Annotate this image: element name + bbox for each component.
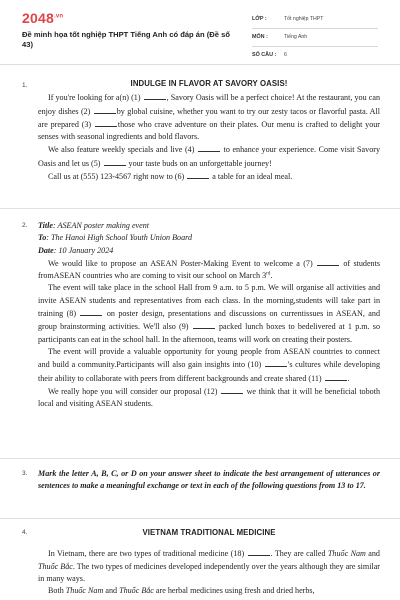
question-divider [0, 458, 400, 459]
meta-label: MÔN : [252, 34, 268, 40]
blank-6[interactable] [187, 170, 209, 179]
meta-value: Tiếng Anh [284, 34, 308, 40]
meta-table [252, 14, 378, 68]
memo-date: Date: 10 January 2024 [38, 245, 114, 255]
blank-9[interactable] [193, 320, 215, 329]
blank-5[interactable] [104, 157, 126, 166]
paragraph: If you're looking for a(n) (1) , Savory Oasis will be a perfect choice! At the restaurant, you can enjoy dishes (2) by global cuisine, whether you want to try our zesty tacos or flavorful pasta. All are prepared (3) those who crave adventure on their plates. Our menu is crafted to delight your senses with seasonal ingredients and bold flavors. [38, 93, 380, 142]
question-number: 1. [22, 82, 28, 89]
blank-18[interactable] [248, 547, 270, 556]
question-number: 4. [22, 529, 28, 536]
meta-label: LỚP : [252, 16, 267, 22]
question-body [38, 220, 380, 410]
document-title: Đề minh họa tốt nghiệp THPT Tiếng Anh có đáp án (Đề số 43) [22, 30, 230, 49]
memo-to: To: The Hanoi High School Youth Union Board [38, 233, 193, 243]
paragraph: The event will provide a valuable opportunity for young people from ASEAN countries to connect and build a community.Participants will also gain insights into (10) 's cultures while developing their ability to collaborate with peers from different backgrounds and create shared (11) . [38, 346, 380, 383]
paragraph: In Vietnam, there are two types of traditional medicine (18) . They are called Thuốc Nam and Thuốc Bắc. The two types of medicines developed independently over the years although they are similar in many ways. [38, 549, 380, 583]
blank-10[interactable] [265, 358, 287, 367]
header-divider [0, 64, 400, 65]
question-number: 3. [22, 470, 28, 477]
question-body [38, 78, 380, 183]
paragraph: Both Thuốc Nam and Thuốc Bắc are herbal medicines using fresh and dried herbs, [48, 586, 315, 596]
question-body [38, 527, 380, 597]
paragraph: We really hope you will consider our proposal (12) we think that it will be beneficial toboth local and visiting ASEAN students. [38, 386, 380, 409]
blank-8[interactable] [80, 307, 102, 316]
question-number: 2. [22, 222, 28, 229]
logo-text: 2048 [22, 10, 54, 26]
instruction-text: Mark the letter A, B, C, or D on your answer sheet to indicate the best arrangement of utterances or sentences to make a meaningful exchange or text in each of the following questions from 13 to 17. [38, 469, 380, 491]
meta-row-subject [252, 32, 378, 47]
question-body [38, 468, 380, 493]
site-logo[interactable] [22, 10, 63, 26]
paragraph: We also feature weekly specials and live (4) to enhance your experience. Come visit Savory Oasis and let us (5) your taste buds on an unforgettable journey! [38, 145, 380, 168]
meta-value: Tốt nghiệp THPT [284, 16, 324, 22]
blank-11[interactable] [325, 372, 347, 381]
blank-7[interactable] [317, 257, 339, 266]
meta-row-class [252, 14, 378, 29]
memo-title: Title: ASEAN poster making event [38, 221, 150, 230]
blank-4[interactable] [198, 143, 220, 152]
blank-2[interactable] [94, 105, 116, 114]
blank-12[interactable] [221, 385, 243, 394]
passage-title: VIETNAM TRADITIONAL MEDICINE [142, 528, 276, 537]
meta-label: SỐ CÂU : [252, 52, 277, 58]
meta-value: 6 [284, 52, 287, 58]
question-divider [0, 518, 400, 519]
meta-row-count [252, 50, 378, 65]
paragraph: We would like to propose an ASEAN Poster-Making Event to welcome a (7) of students fromASEAN countries who are coming to visit our school on March 3rd. [38, 258, 380, 281]
blank-3[interactable] [95, 118, 117, 127]
paragraph: The event will take place in the school Hall from 9 a.m. to 5 p.m. We will organise all activities and invite ASEAN students and representatives from each class. In the morning,students will take part in training (8) on poster design, presentations and discussions on currentissues in ASEAN, and group brainstorming activities. We'll also (9) packed lunch boxes to bedelivered at 1 p.m. so participants can eat in the school hall. In the afternoon, teams will work on creating their posters. [38, 283, 380, 344]
blank-1[interactable] [144, 91, 166, 100]
paragraph: Call us at (555) 123-4567 right now to (6) a table for an ideal meal. [48, 172, 293, 182]
passage-title: INDULGE IN FLAVOR AT SAVORY OASIS! [130, 79, 288, 88]
logo-suffix: .vn [53, 13, 64, 20]
question-divider [0, 208, 400, 209]
page-header [0, 0, 400, 64]
